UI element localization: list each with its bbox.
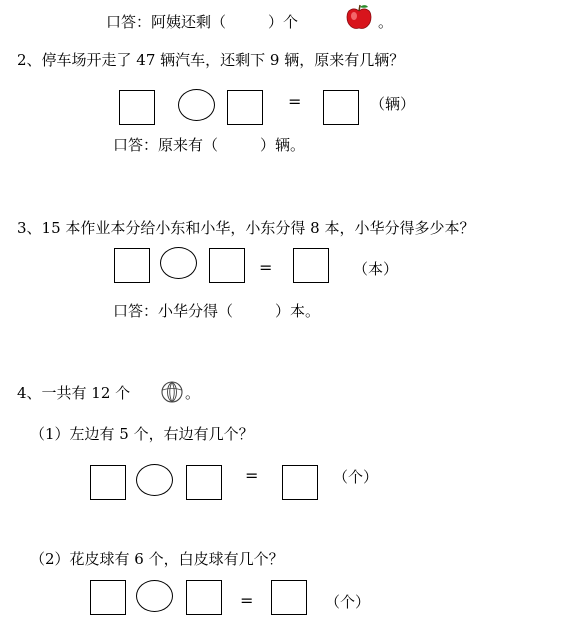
q4-sub1-operator-oval[interactable]	[136, 464, 173, 496]
q4-sub2-box-1[interactable]	[90, 580, 126, 615]
q3-operator-oval[interactable]	[160, 247, 197, 279]
q2-answer-after: ）辆。	[260, 136, 306, 154]
q4-sub2-operator-oval[interactable]	[136, 580, 173, 612]
q3-answer-line	[113, 300, 320, 321]
answer1-line	[106, 11, 298, 32]
q2-answer-before: 口答：原来有（	[113, 136, 219, 154]
q3-box-result[interactable]	[293, 248, 329, 283]
ball-icon	[160, 380, 184, 404]
answer1-end: 。	[378, 13, 394, 31]
q2-unit: （辆）	[370, 95, 416, 113]
q3-equals: =	[259, 258, 273, 277]
q4-sub1-box-result[interactable]	[282, 465, 318, 500]
q4-sub2-box-result[interactable]	[271, 580, 307, 615]
q4-sub2-unit: （个）	[325, 593, 371, 611]
q3-answer-after: ）本。	[275, 302, 321, 320]
q4-sub2-text: （2）花皮球有 6 个，白皮球有几个？	[30, 550, 284, 568]
q4-sub1-unit: （个）	[333, 468, 379, 486]
q3-box-1[interactable]	[114, 248, 150, 283]
q4-sub1-equals: =	[245, 466, 259, 485]
q2-box-1[interactable]	[119, 90, 155, 125]
q3-box-2[interactable]	[209, 248, 245, 283]
q2-box-2[interactable]	[227, 90, 263, 125]
q3-answer-before: 口答：小华分得（	[113, 302, 234, 320]
q4-text-after: 。	[185, 384, 201, 402]
q3-unit: （本）	[353, 260, 399, 278]
q4-sub2-equals: =	[240, 591, 254, 610]
q4-sub2-box-2[interactable]	[186, 580, 222, 615]
q2-box-result[interactable]	[323, 90, 359, 125]
answer1-text-after: ）个	[268, 13, 299, 31]
q4-sub1-box-1[interactable]	[90, 465, 126, 500]
q3-text: 3、15 本作业本分给小东和小华，小东分得 8 本，小华分得多少本？	[17, 219, 475, 237]
q4-sub1-text: （1）左边有 5 个，右边有几个？	[30, 425, 254, 443]
q2-text: 2、停车场开走了 47 辆汽车，还剩下 9 辆，原来有几辆？	[17, 51, 405, 69]
answer1-text-before: 口答：阿姨还剩（	[106, 13, 227, 31]
apple-icon	[344, 3, 374, 31]
q4-sub1-box-2[interactable]	[186, 465, 222, 500]
q2-answer-line	[113, 134, 305, 155]
q2-equals: =	[288, 92, 302, 111]
q4-text-before: 4、一共有 12 个	[17, 384, 131, 402]
q2-operator-oval[interactable]	[178, 89, 215, 121]
